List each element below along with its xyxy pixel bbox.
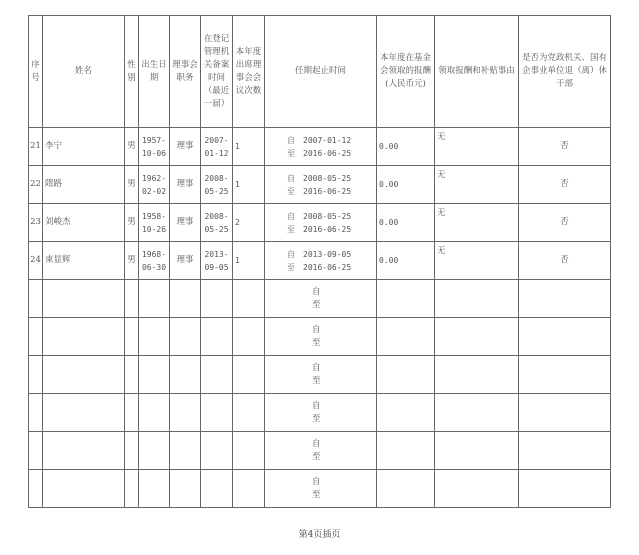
cell-seq: 22 — [29, 166, 43, 204]
empty-row — [29, 318, 611, 356]
empty-cell — [201, 394, 233, 432]
empty-cell — [125, 356, 139, 394]
term-from-label: 自 — [287, 135, 295, 145]
term-to-label: 至 — [287, 262, 295, 272]
empty-cell — [43, 394, 125, 432]
cell-position: 理事 — [170, 242, 201, 280]
cell-term — [265, 432, 377, 470]
term-from-label: 自 — [312, 324, 321, 335]
cell-term — [265, 470, 377, 508]
cell-reason: 无 — [435, 204, 519, 242]
empty-cell — [201, 356, 233, 394]
cell-gender: 男 — [125, 128, 139, 166]
empty-cell — [435, 470, 519, 508]
header-name: 姓名 — [43, 16, 125, 128]
cell-term — [265, 128, 377, 166]
empty-cell — [201, 432, 233, 470]
empty-cell — [43, 470, 125, 508]
cell-birth: 1957-10-06 — [139, 128, 170, 166]
cell-term — [265, 356, 377, 394]
cell-name: 李宁 — [43, 128, 125, 166]
term-to-label: 至 — [312, 375, 321, 386]
cell-filing: 2008-05-25 — [201, 204, 233, 242]
term-from-label: 自 — [287, 211, 295, 221]
empty-cell — [125, 470, 139, 508]
header-remuneration: 本年度在基金会领取的报酬(人民币元) — [377, 16, 435, 128]
page-footer: 第4页插页 — [298, 530, 341, 540]
header-meetings: 本年度出席理事会会议次数 — [233, 16, 265, 128]
cell-retired: 否 — [519, 128, 611, 166]
term-to-label: 至 — [287, 224, 295, 234]
cell-term — [265, 242, 377, 280]
empty-row — [29, 356, 611, 394]
cell-term — [265, 318, 377, 356]
empty-cell — [435, 318, 519, 356]
header-birth: 出生日期 — [139, 16, 170, 128]
term-from-label: 自 — [312, 362, 321, 373]
empty-row — [29, 280, 611, 318]
term-to-label: 至 — [312, 451, 321, 462]
empty-cell — [519, 280, 611, 318]
empty-cell — [29, 318, 43, 356]
empty-cell — [139, 356, 170, 394]
cell-term — [265, 166, 377, 204]
cell-gender: 男 — [125, 242, 139, 280]
cell-name: 刘峻杰 — [43, 204, 125, 242]
cell-filing: 2008-05-25 — [201, 166, 233, 204]
empty-cell — [139, 470, 170, 508]
cell-name: 隋路 — [43, 166, 125, 204]
cell-filing: 2007-01-12 — [201, 128, 233, 166]
empty-cell — [201, 470, 233, 508]
empty-cell — [519, 432, 611, 470]
empty-cell — [377, 280, 435, 318]
header-position: 理事会职务 — [170, 16, 201, 128]
empty-cell — [377, 356, 435, 394]
table-row — [29, 204, 611, 242]
empty-cell — [233, 470, 265, 508]
empty-cell — [435, 394, 519, 432]
council-members-table — [28, 15, 611, 508]
empty-cell — [519, 356, 611, 394]
table-row — [29, 128, 611, 166]
empty-cell — [377, 470, 435, 508]
header-row — [29, 16, 611, 128]
cell-birth: 1962-02-02 — [139, 166, 170, 204]
term-to-label: 至 — [312, 413, 321, 424]
cell-filing: 2013-09-05 — [201, 242, 233, 280]
cell-remuneration: 0.00 — [377, 204, 435, 242]
empty-cell — [377, 432, 435, 470]
empty-cell — [170, 432, 201, 470]
cell-retired: 否 — [519, 166, 611, 204]
empty-cell — [125, 432, 139, 470]
empty-row — [29, 470, 611, 508]
empty-cell — [125, 318, 139, 356]
table-row — [29, 166, 611, 204]
cell-position: 理事 — [170, 128, 201, 166]
cell-seq: 24 — [29, 242, 43, 280]
term-from-label: 自 — [312, 286, 321, 297]
term-to-date: 2016-06-25 — [303, 224, 352, 234]
empty-cell — [233, 356, 265, 394]
term-from-label: 自 — [312, 438, 321, 449]
cell-reason: 无 — [435, 242, 519, 280]
term-to-date: 2016-06-25 — [303, 262, 352, 272]
header-retired: 是否为党政机关、国有企事业单位退（离）休干部 — [519, 16, 611, 128]
term-to-date: 2016-06-25 — [303, 148, 352, 158]
header-filing-time: 在登记管理机关备案时间（最近一届） — [201, 16, 233, 128]
header-gender: 性别 — [125, 16, 139, 128]
term-from-label: 自 — [287, 173, 295, 183]
empty-cell — [435, 356, 519, 394]
cell-position: 理事 — [170, 204, 201, 242]
empty-cell — [125, 394, 139, 432]
empty-cell — [201, 318, 233, 356]
empty-cell — [139, 280, 170, 318]
term-from-date: 2007-01-12 — [303, 135, 352, 145]
header-reason: 领取报酬和补贴事由 — [435, 16, 519, 128]
cell-term — [265, 204, 377, 242]
term-to-label: 至 — [287, 148, 295, 158]
cell-term — [265, 394, 377, 432]
term-to-label: 至 — [312, 299, 321, 310]
cell-birth: 1968-06-30 — [139, 242, 170, 280]
empty-cell — [29, 470, 43, 508]
empty-cell — [435, 432, 519, 470]
empty-cell — [377, 394, 435, 432]
header-seq: 序号 — [29, 16, 43, 128]
empty-cell — [139, 318, 170, 356]
empty-row — [29, 394, 611, 432]
empty-cell — [519, 318, 611, 356]
empty-cell — [201, 280, 233, 318]
cell-meetings: 1 — [233, 128, 265, 166]
cell-retired: 否 — [519, 242, 611, 280]
cell-gender: 男 — [125, 166, 139, 204]
empty-cell — [519, 394, 611, 432]
cell-term — [265, 280, 377, 318]
empty-cell — [29, 280, 43, 318]
cell-meetings: 2 — [233, 204, 265, 242]
cell-name: 束显辉 — [43, 242, 125, 280]
cell-retired: 否 — [519, 204, 611, 242]
empty-cell — [233, 318, 265, 356]
cell-remuneration: 0.00 — [377, 128, 435, 166]
cell-seq: 21 — [29, 128, 43, 166]
empty-cell — [519, 470, 611, 508]
empty-cell — [43, 318, 125, 356]
empty-cell — [43, 432, 125, 470]
empty-cell — [29, 356, 43, 394]
empty-cell — [29, 432, 43, 470]
empty-cell — [43, 356, 125, 394]
cell-remuneration: 0.00 — [377, 242, 435, 280]
empty-cell — [233, 394, 265, 432]
cell-position: 理事 — [170, 166, 201, 204]
header-term: 任期起止时间 — [265, 16, 377, 128]
term-to-date: 2016-06-25 — [303, 186, 352, 196]
empty-cell — [170, 470, 201, 508]
term-to-label: 至 — [287, 186, 295, 196]
empty-cell — [29, 394, 43, 432]
term-from-date: 2013-09-05 — [303, 249, 352, 259]
empty-cell — [435, 280, 519, 318]
empty-cell — [170, 356, 201, 394]
term-from-label: 自 — [312, 400, 321, 411]
empty-cell — [170, 394, 201, 432]
table-row — [29, 242, 611, 280]
cell-seq: 23 — [29, 204, 43, 242]
term-to-label: 至 — [312, 337, 321, 348]
term-from-date: 2008-05-25 — [303, 173, 352, 183]
term-to-label: 至 — [312, 489, 321, 500]
empty-cell — [139, 432, 170, 470]
empty-cell — [170, 280, 201, 318]
cell-reason: 无 — [435, 128, 519, 166]
empty-cell — [233, 280, 265, 318]
empty-cell — [170, 318, 201, 356]
cell-meetings: 1 — [233, 242, 265, 280]
cell-reason: 无 — [435, 166, 519, 204]
cell-birth: 1958-10-26 — [139, 204, 170, 242]
empty-cell — [377, 318, 435, 356]
term-from-date: 2008-05-25 — [303, 211, 352, 221]
term-from-label: 自 — [287, 249, 295, 259]
cell-gender: 男 — [125, 204, 139, 242]
term-from-label: 自 — [312, 476, 321, 487]
cell-meetings: 1 — [233, 166, 265, 204]
empty-cell — [43, 280, 125, 318]
empty-cell — [233, 432, 265, 470]
empty-cell — [139, 394, 170, 432]
empty-row — [29, 432, 611, 470]
cell-remuneration: 0.00 — [377, 166, 435, 204]
empty-cell — [125, 280, 139, 318]
